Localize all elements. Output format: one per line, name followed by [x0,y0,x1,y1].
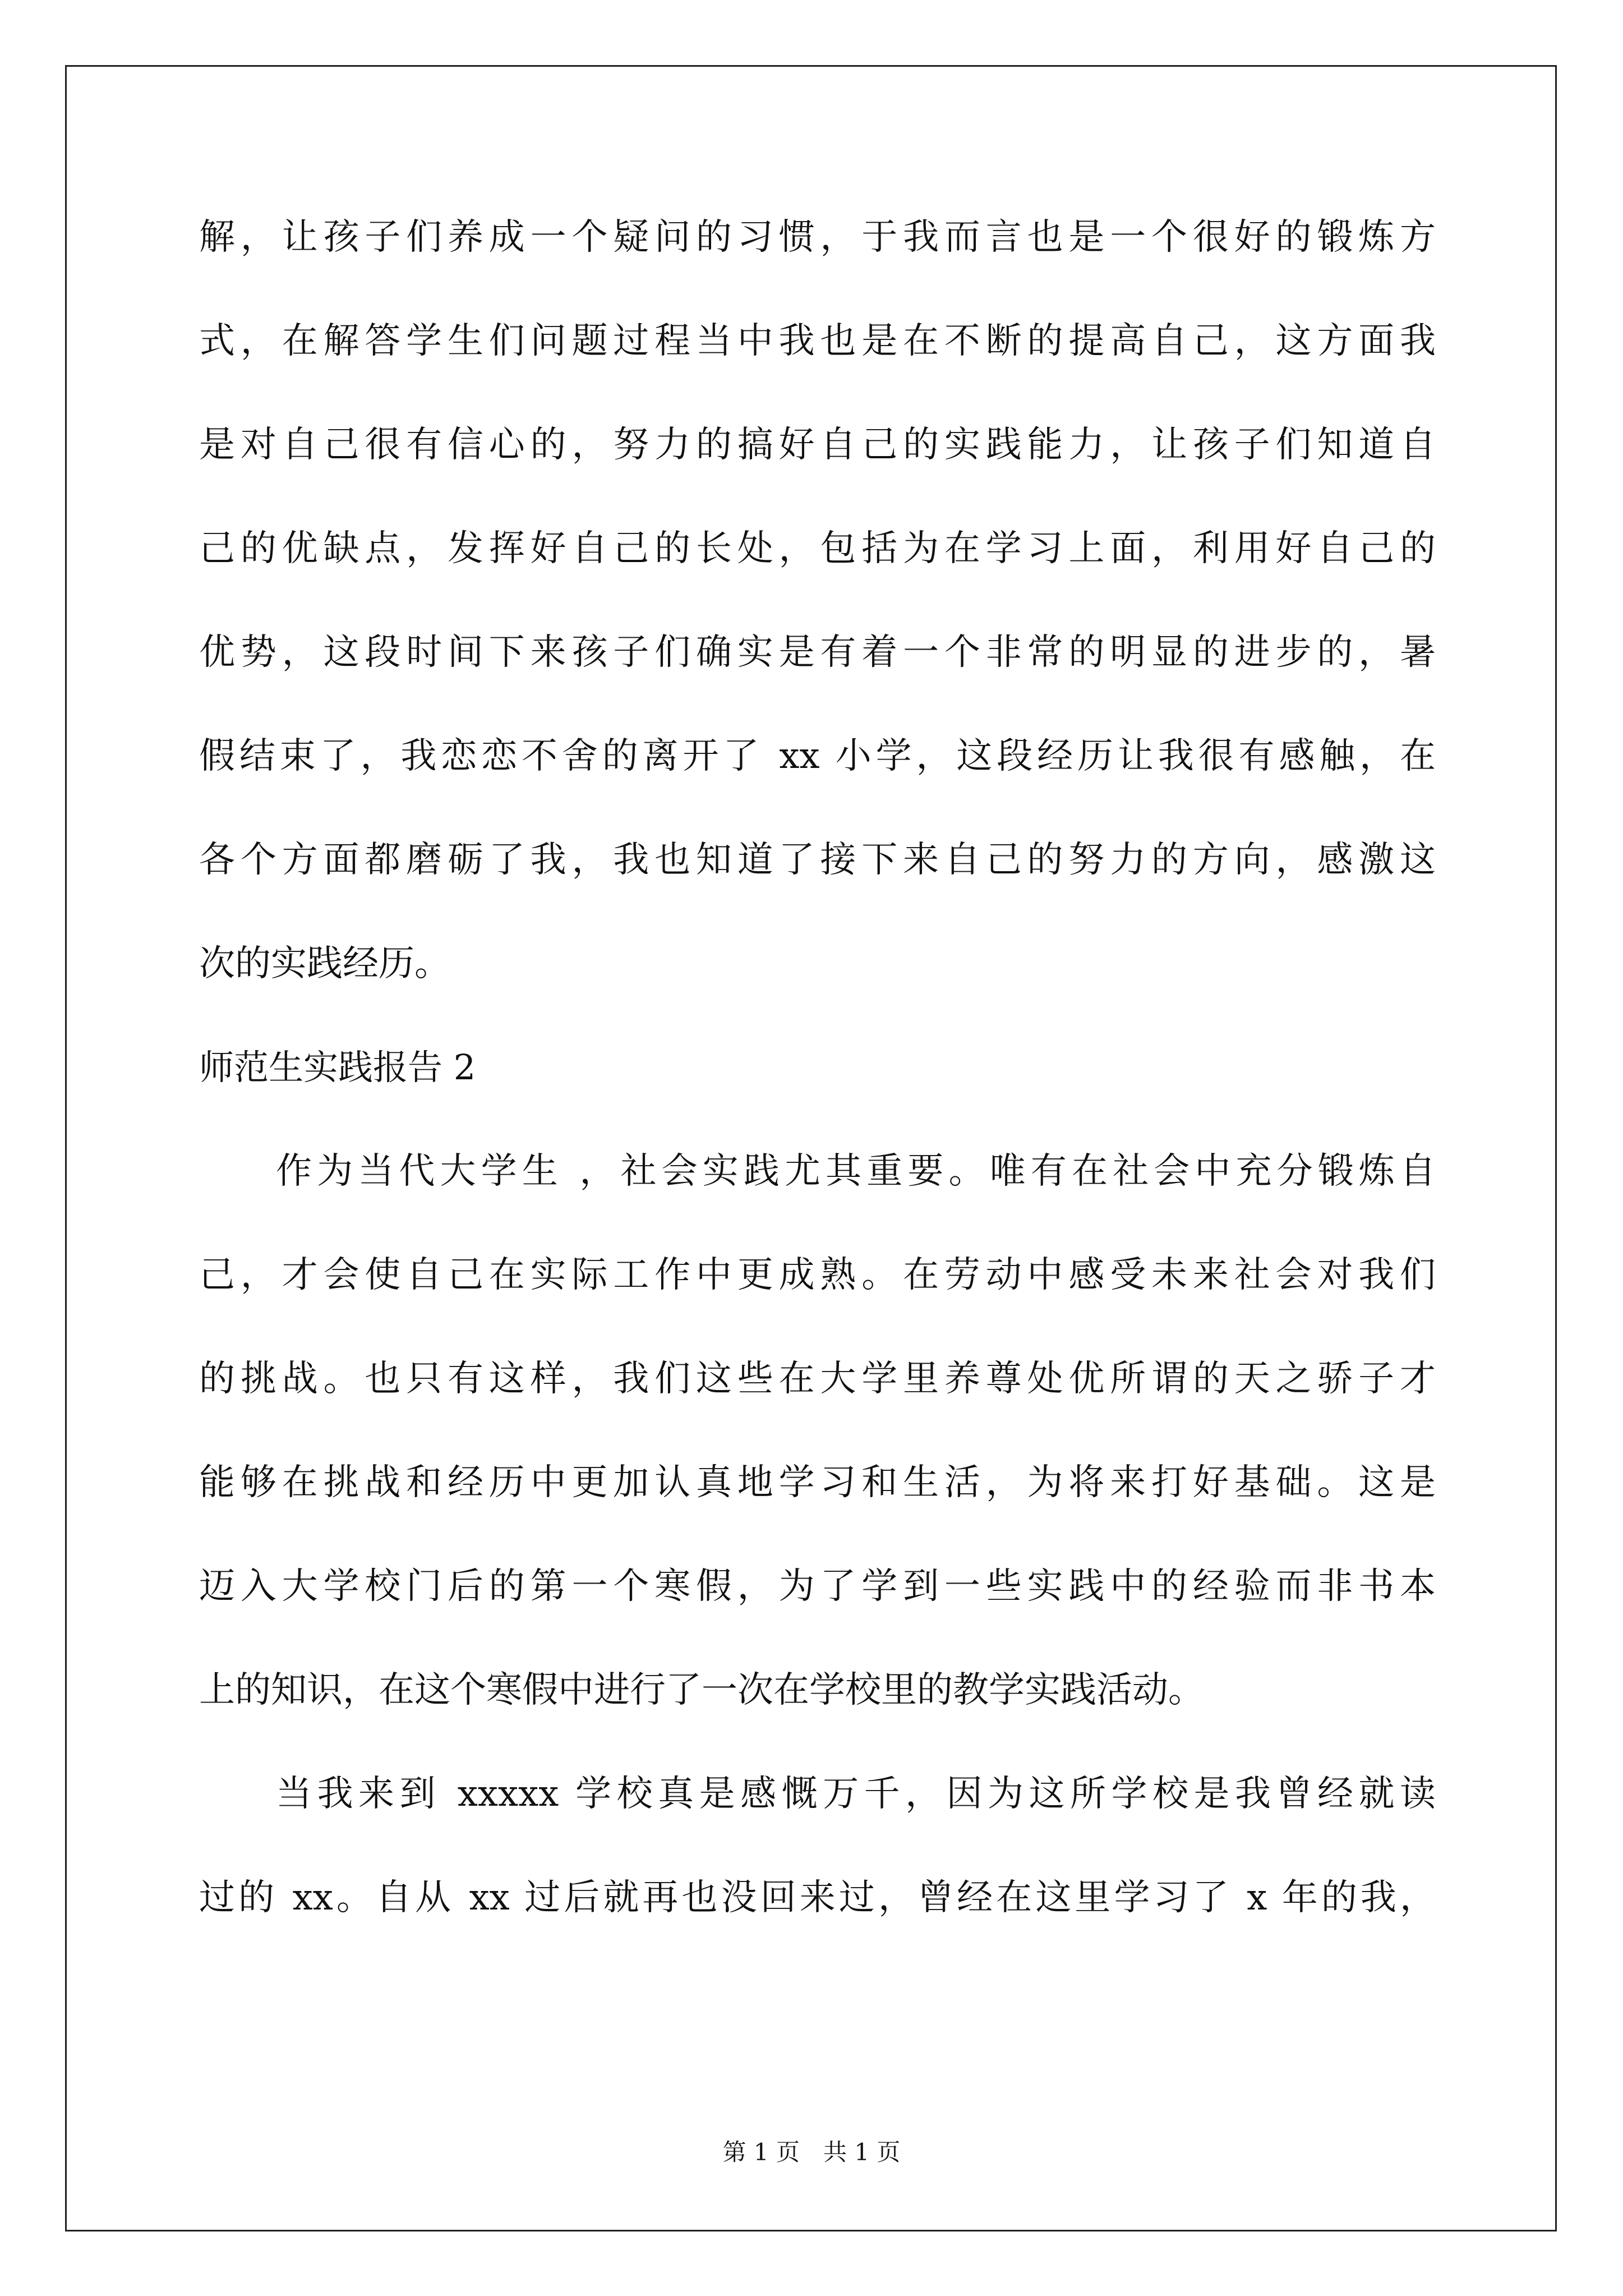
section-heading: 师范生实践报告 2 [199,1047,476,1088]
text-line: 上的知识，在这个寒假中进行了一次在学校里的教学实践活动。 [199,1669,1204,1711]
text-line: 优势，这段时间下来孩子们确实是有着一个非常的明显的进步的，暑 [199,632,1436,673]
document-body [199,208,1436,1972]
text-line: 次的实践经历。 [199,943,450,984]
text-line: 能够在挑战和经历中更加认真地学习和生活，为将来打好基础。这是 [199,1462,1436,1503]
text-line: 解，让孩子们养成一个疑问的习惯，于我而言也是一个很好的锻炼方 [199,217,1436,258]
text-line: 己，才会使自己在实际工作中更成熟。在劳动中感受未来社会对我们 [199,1254,1436,1296]
text-line: 式，在解答学生们问题过程当中我也是在不断的提高自己，这方面我 [199,320,1436,362]
text-line: 的挑战。也只有这样，我们这些在大学里养尊处优所谓的天之骄子才 [199,1358,1436,1400]
text-line: 各个方面都磨砺了我，我也知道了接下来自己的努力的方向，感激这 [199,839,1436,881]
page-number-footer: 第 1 页 共 1 页 [722,2138,901,2166]
text-line: 假结束了，我恋恋不舍的离开了 xx 小学，这段经历让我很有感触，在 [199,735,1436,777]
text-line: 过的 xx。自从 xx 过后就再也没回来过，曾经在这里学习了 x 年的我， [199,1877,1436,1918]
text-line: 是对自己很有信心的，努力的搞好自己的实践能力，让孩子们知道自 [199,424,1436,466]
text-line: 己的优缺点，发挥好自己的长处，包括为在学习上面，利用好自己的 [199,528,1436,569]
text-line: 作为当代大学生 ，社会实践尤其重要。唯有在社会中充分锻炼自 [276,1151,1436,1192]
text-line: 迈入大学校门后的第一个寒假，为了学到一些实践中的经验而非书本 [199,1566,1436,1607]
text-line: 当我来到 xxxxx 学校真是感慨万千，因为这所学校是我曾经就读 [276,1773,1436,1815]
